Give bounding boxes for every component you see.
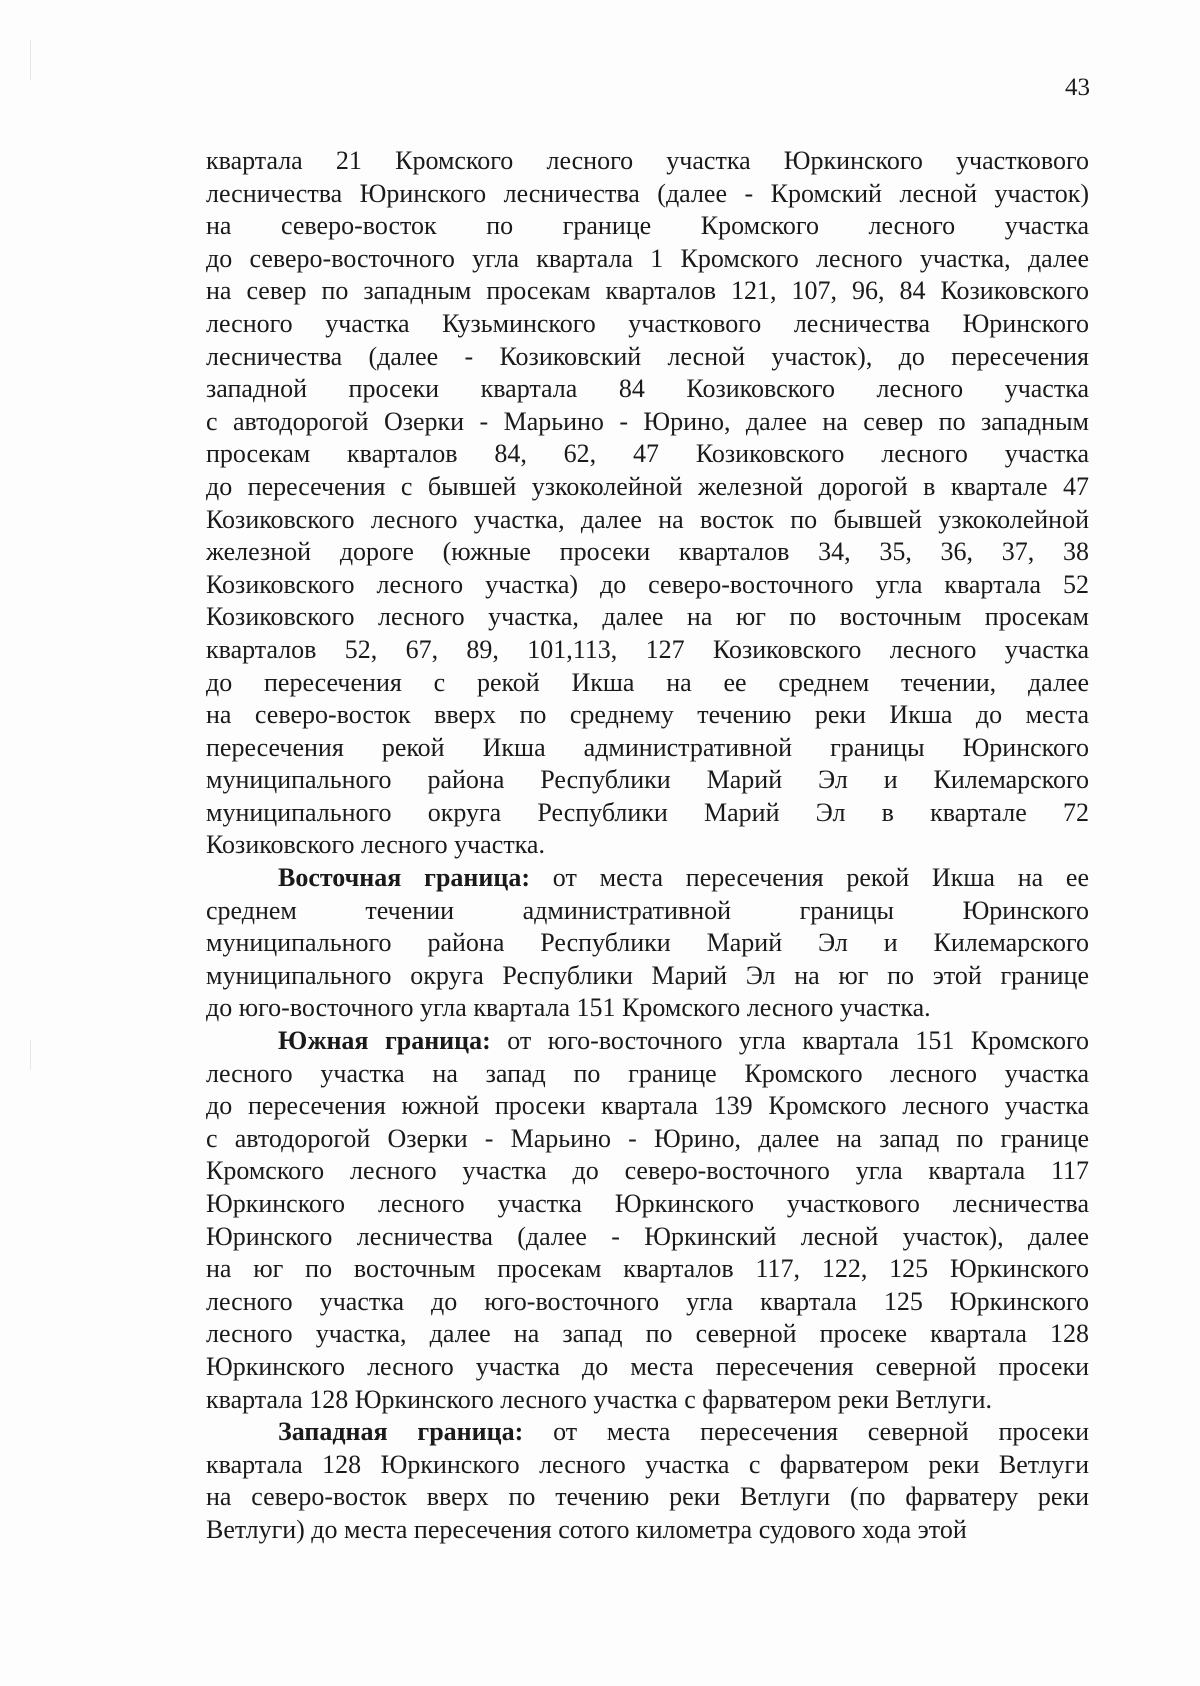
text-line: железной дороге (южные просеки кварталов 34, 35, 36, 37, 38 [206,537,1089,567]
text-fragment: от места пересечения рекой Икша на ее [530,863,1090,893]
text-line: Козиковского лесного участка, далее на восток по бывшей узкоколейной [206,504,1089,534]
text-line: муниципального округа Республики Марий Эл на юг по этой границе [206,960,1089,990]
text-line: до пересечения с рекой Икша на ее среднем течении, далее [206,667,1089,697]
scan-margin-line [30,1040,31,1070]
text-line: пересечения рекой Икша административной границы Юринского [206,732,1089,762]
text-line: Юркинского лесного участка до места пересечения северной просеки [206,1351,1089,1381]
text-line: Юркинского лесного участка Юркинского участкового лесничества [206,1189,1089,1218]
text-line: просекам кварталов 84, 62, 47 Козиковского лесного участка [206,439,1089,469]
text-line: Козиковского лесного участка) до северо-восточного угла квартала 52 [206,569,1089,599]
text-fragment: от юго-восточного угла квартала 151 Кромского [490,1026,1090,1056]
scan-margin-line [30,40,31,80]
text-line [206,1416,1089,1449]
text-line: квартала 128 Юркинского лесного участка с фарватером реки Ветлуги [206,1449,1089,1479]
text-line: на северо-восток вверх по среднему течению реки Икша до места [206,700,1089,730]
text-line: с автодорогой Озерки - Марьино - Юрино, далее на запад по границе [206,1123,1089,1153]
text-line: лесного участка до юго-восточного угла квартала 125 Юркинского [206,1286,1089,1316]
paragraph-south [206,1025,1089,1416]
paragraph-continuation [206,145,1089,862]
text-line: с автодорогой Озерки - Марьино - Юрино, далее на север по западным [206,406,1089,436]
section-heading: Южная граница: [278,1026,491,1056]
text-line: квартала 21 Кромского лесного участка Юркинского участкового [206,146,1089,175]
text-line: на северо-восток по границе Кромского лесного участка [206,211,1089,241]
document-body [206,145,1089,1547]
paragraph-west [206,1416,1089,1546]
page-number: 43 [1065,74,1090,101]
text-line: Юринского лесничества (далее - Юркинский лесной участок), далее [206,1221,1089,1251]
text-line: до юго-восточного угла квартала 151 Кромского лесного участка. [206,993,931,1023]
text-line: на юг по восточным просекам кварталов 117, 122, 125 Юркинского [206,1254,1089,1284]
text-line: на север по западным просекам кварталов 121, 107, 96, 84 Козиковского [206,276,1089,306]
text-line [206,1025,1089,1058]
text-line: до пересечения с бывшей узкоколейной железной дорогой в квартале 47 [206,471,1089,501]
section-heading: Западная граница: [278,1417,524,1447]
text-line: до пересечения южной просеки квартала 139 Кромского лесного участка [206,1091,1089,1121]
text-line: лесного участка, далее на запад по северной просеке квартала 128 [206,1319,1089,1349]
text-line: до северо-восточного угла квартала 1 Кромского лесного участка, далее [206,243,1089,273]
text-line: лесничества Юринского лесничества (далее - Кромский лесной участок) [206,178,1089,208]
text-line: муниципального района Республики Марий Эл и Килемарского [206,765,1089,795]
text-line: среднем течении административной границы Юринского [206,895,1089,925]
text-line: квартала 128 Юркинского лесного участка с фарватером реки Ветлуги. [206,1384,993,1414]
text-line [206,862,1089,895]
text-line: Козиковского лесного участка. [206,830,545,860]
text-line: Ветлуги) до места пересечения сотого километра судового хода этой [206,1514,967,1544]
text-line: муниципального округа Республики Марий Эл в квартале 72 [206,797,1089,827]
text-fragment: от места пересечения северной просеки [523,1417,1090,1447]
text-line: на северо-восток вверх по течению реки Ветлуги (по фарватеру реки [206,1482,1089,1512]
text-line: западной просеки квартала 84 Козиковского лесного участка [206,374,1089,404]
text-line: муниципального района Республики Марий Эл и Килемарского [206,928,1089,958]
section-heading: Восточная граница: [278,863,531,893]
text-line: лесного участка на запад по границе Кромского лесного участка [206,1058,1089,1088]
text-line: Кромского лесного участка до северо-восточного угла квартала 117 [206,1156,1089,1186]
paragraph-east [206,862,1089,1025]
text-line: кварталов 52, 67, 89, 101,113, 127 Козиковского лесного участка [206,634,1089,664]
text-line: лесничества (далее - Козиковский лесной участок), до пересечения [206,341,1089,371]
text-line: лесного участка Кузьминского участкового лесничества Юринского [206,308,1089,338]
text-line: Козиковского лесного участка, далее на юг по восточным просекам [206,602,1089,632]
